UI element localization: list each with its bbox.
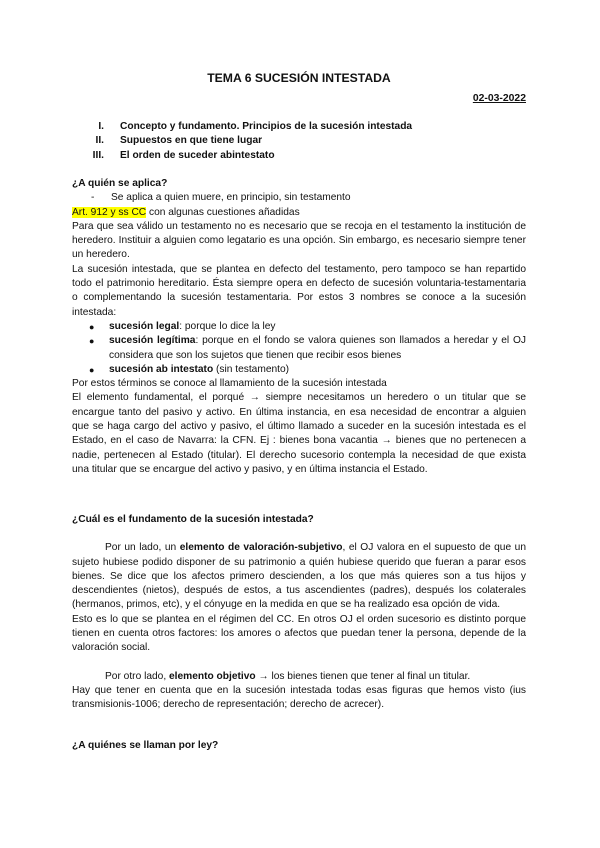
- document-title: TEMA 6 SUCESIÓN INTESTADA: [207, 71, 391, 85]
- bullet-desc: (sin testamento): [213, 363, 290, 375]
- toc-text: Concepto y fundamento. Principios de la sucesión intestada: [120, 121, 413, 132]
- paragraph: La sucesión intestada, que se plantea en defecto del testamento, pero tampoco se han repartido todo el patrimonio hereditario. Ésta siempre opera en defecto de sucesión voluntaria-testamentaria o complementando la sucesión testamentaria. Por estos 3 nombres se conoce a la sucesión intestada:: [72, 263, 526, 318]
- paragraph: Por estos términos se conoce al llamamiento de la sucesión intestada: [72, 378, 387, 390]
- bullet-item: [89, 363, 526, 377]
- paragraph: Para que sea válido un testamento no es necesario que se recoja en el testamento la institución de heredero. Instituir a alguien como legatario es una opción. Sin embargo, es necesario siempre tener un heredero.: [72, 220, 526, 261]
- paragraph-text: Por otro lado,: [105, 670, 169, 682]
- toc-number: III.: [92, 149, 104, 161]
- bullet-icon: ●: [89, 336, 95, 347]
- toc-item: [72, 134, 526, 148]
- toc-item: [72, 149, 526, 163]
- section-fundamento: [72, 513, 526, 713]
- section-heading: ¿A quiénes se llaman por ley?: [72, 740, 219, 751]
- paragraph: Hay que tener en cuenta que en la sucesión intestada todas esas figuras que hemos visto (ius transmisionis-1006; derecho de representación; derecho de acrecer).: [72, 684, 526, 711]
- bullet-item: [89, 334, 526, 363]
- document-date: 02-03-2022: [472, 93, 526, 104]
- toc-number: II.: [95, 135, 104, 147]
- toc-number: I.: [98, 121, 104, 132]
- bullet-list: [72, 320, 526, 377]
- bullet-icon: ●: [89, 321, 95, 332]
- toc-item: [72, 120, 526, 134]
- section-heading: ¿Cuál es el fundamento de la sucesión intestada?: [72, 514, 314, 525]
- paragraph-text: , el OJ valora en el supuesto de que un sujeto hubiese podido disponer de su patrimonio a quién hubiese querido que fueran a parar esos bienes. Se dice que los afectos primero descienden, a los que más quieres son a tus hijos y descendientes (nietos), después de estos, a tus ascendientes (padres), después los colaterales (hermanos, primos, etc), y el cónyuge en la medida en que se ha realizado esa opción de vida.: [72, 542, 526, 611]
- bullet-desc: : porque en el fondo se valora quienes son llamados a heredar y el OJ considera que son los sujetos que tienen que recibir esos bienes: [109, 335, 526, 361]
- paragraph-text: → los bienes tienen que tener al final un titular.: [255, 670, 471, 682]
- dash-marker: -: [91, 192, 95, 204]
- bullet-term: sucesión legítima: [109, 335, 196, 347]
- paragraph: [72, 541, 526, 612]
- article-ref-rest: con algunas cuestiones añadidas: [146, 206, 300, 218]
- highlighted-article-ref: Art. 912 y ss CC: [72, 206, 147, 218]
- bullet-item: [89, 320, 526, 334]
- section-quienes-se-llaman: [72, 739, 526, 753]
- toc-text: Supuestos en que tiene lugar: [120, 135, 263, 147]
- section-a-quien-se-aplica: [72, 177, 526, 477]
- dash-item-text: Se aplica a quien muere, en principio, sin testamento: [111, 192, 351, 204]
- bold-term: elemento objetivo: [169, 670, 256, 682]
- paragraph: Esto es lo que se plantea en el régimen del CC. En otros OJ el orden sucesorio es distinto porque tienen en cuenta otros factores: los amores o afectos que puedan tener la persona, depende de la valoración social.: [72, 613, 526, 654]
- bullet-term: sucesión ab intestato: [109, 363, 214, 375]
- bullet-icon: ●: [89, 364, 95, 375]
- dash-list-item: [72, 191, 526, 205]
- section-heading: ¿A quién se aplica?: [72, 178, 168, 189]
- article-reference-line: [72, 206, 526, 220]
- bold-term: elemento de valoración-subjetivo: [179, 542, 343, 554]
- paragraph: El elemento fundamental, el porqué → siempre necesitamos un heredero o un titular que se encargue tanto del pasivo y activo. En última instancia, en esa necesidad de encontrar a alguien que se haga cargo del activo y pasivo, el último llamado a suceder en la sucesión intestada es el Estado, en el caso de Navarra: la CFN. Ej : bienes bona vacantia → bienes que no pertenecen a nadie, pertenecen al Estado (titular). El derecho sucesorio contempla la necesidad de que exista una titular que se encargue del activo y pasivo, y en última instancia el Estado.: [72, 392, 526, 475]
- bullet-term: sucesión legal: [109, 320, 180, 332]
- table-of-contents: [72, 120, 526, 163]
- bullet-desc: : porque lo dice la ley: [179, 320, 276, 332]
- paragraph: [72, 670, 526, 684]
- toc-text: El orden de suceder abintestato: [120, 149, 275, 161]
- paragraph-text: Por un lado, un: [105, 542, 180, 554]
